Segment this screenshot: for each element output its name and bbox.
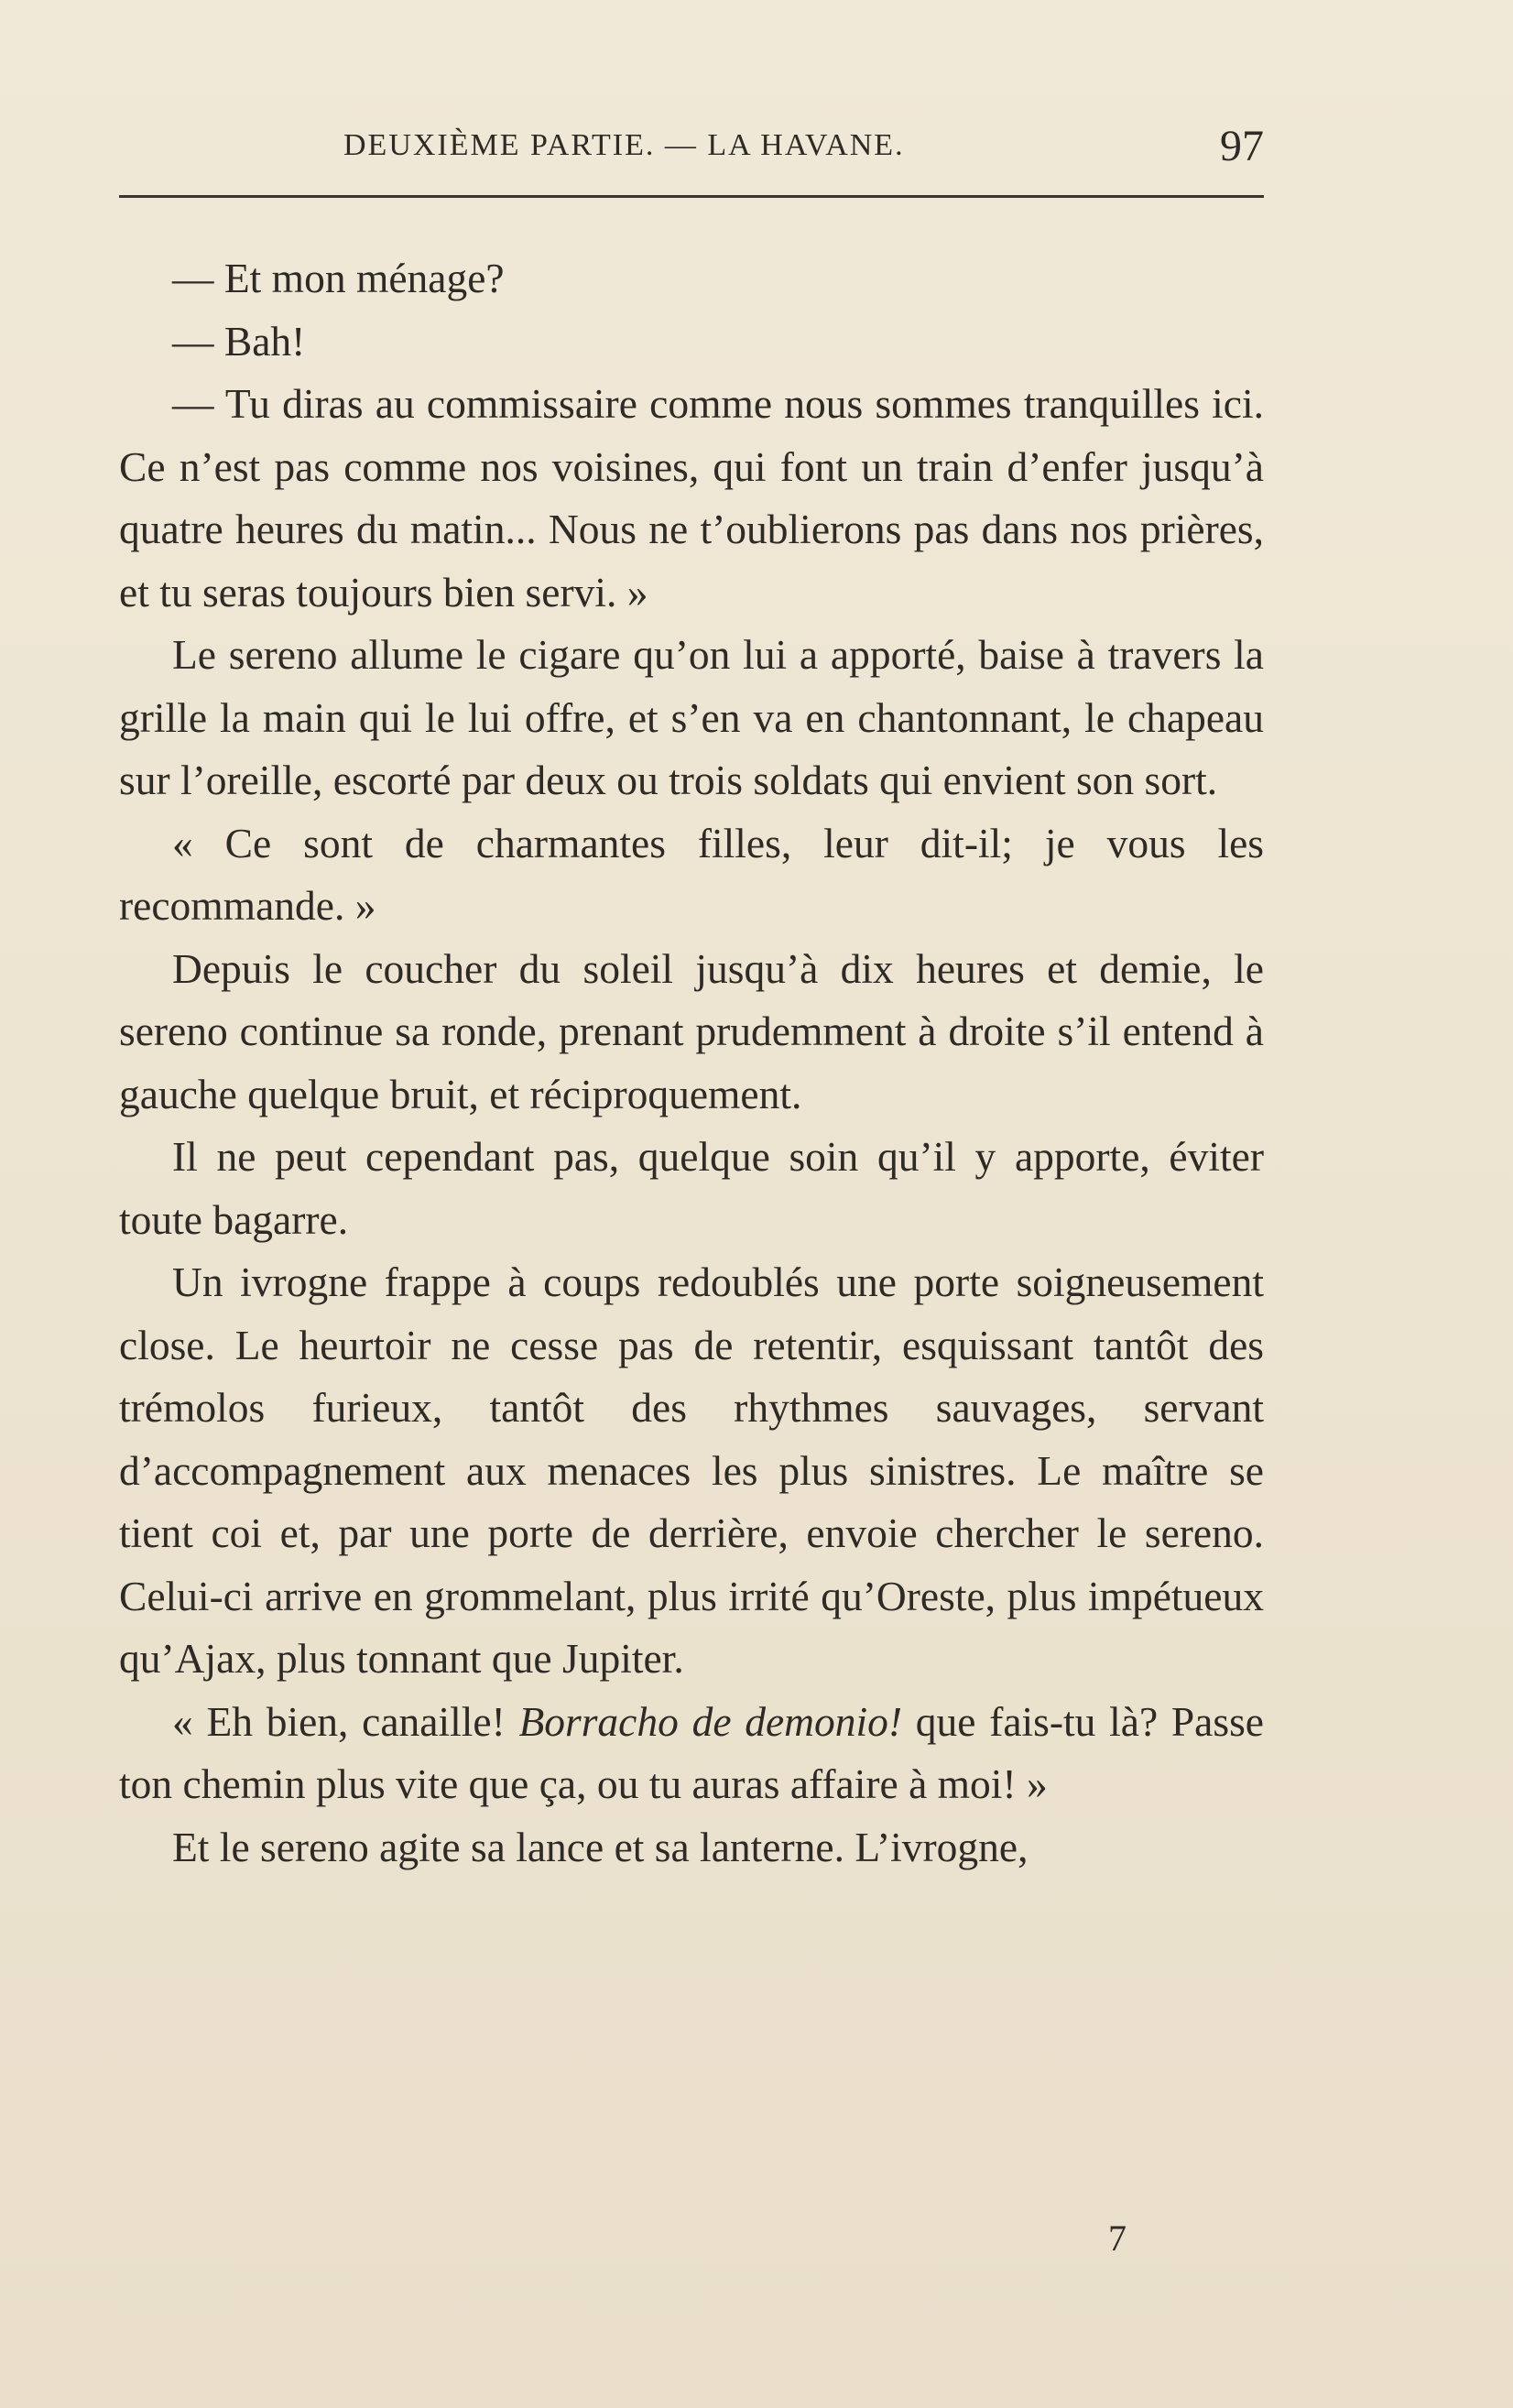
paragraph: « Ce sont de charmantes filles, leur dit-il; je vous les recommande. » [119, 819, 1264, 929]
paragraph: Un ivrogne frappe à coups redoublés une porte soigneusement close. Le heurtoir ne cesse pas de retentir, esquissant tantôt des trémolos furieux, tantôt des rhythmes sauvages, servant d’accompagnement aux menaces les plus sinistres. Le maître se tient coi et, par une porte de derrière, envoie chercher le sereno. Celui-ci arrive en grommelant, plus irrité qu’Oreste, plus impétueux qu’Ajax, plus tonnant que Jupiter. [119, 1258, 1264, 1682]
paragraph: — Bah! [172, 317, 306, 365]
paragraph: Le sereno allume le cigare qu’on lui a apporté, baise à travers la grille la main qui le lui offre, et s’en va en chantonnant, le chapeau sur l’oreille, escorté par deux ou trois soldats qui envient son sort. [119, 631, 1264, 803]
body-text [119, 247, 1264, 1879]
header-rule [119, 195, 1264, 198]
text-span: que fais-tu là? Passe ton chemin plus vite que ça, ou tu auras affaire à moi! » [119, 1697, 1264, 1807]
running-header [119, 117, 1264, 181]
paragraph: Depuis le coucher du soleil jusqu’à dix heures et demie, le sereno continue sa ronde, prenant prudemment à droite s’il entend à gauche quelque bruit, et réciproquement. [119, 944, 1264, 1117]
paragraph: Et le sereno agite sa lance et sa lanterne. L’ivrogne, [172, 1823, 1029, 1870]
page-number: 97 [1220, 122, 1264, 170]
text-span: « Eh bien, canaille! [172, 1697, 519, 1745]
paragraph: — Tu diras au commissaire comme nous sommes tranquilles ici. Ce n’est pas comme nos voisines, qui font un train d’enfer jusqu’à quatre heures du matin... Nous ne t’oublierons pas dans nos prières, et tu seras toujours bien servi. » [119, 380, 1264, 616]
italic-phrase: Borracho de demonio! [518, 1697, 903, 1745]
paragraph: — Et mon ménage? [172, 255, 505, 301]
paragraph: Il ne peut cependant pas, quelque soin qu’il y apporte, éviter toute bagarre. [119, 1133, 1264, 1243]
paragraph-with-italic [119, 1691, 1264, 1816]
signature-mark: 7 [1108, 2217, 1127, 2259]
running-title: DEUXIÈME PARTIE. — LA HAVANE. [343, 128, 905, 162]
